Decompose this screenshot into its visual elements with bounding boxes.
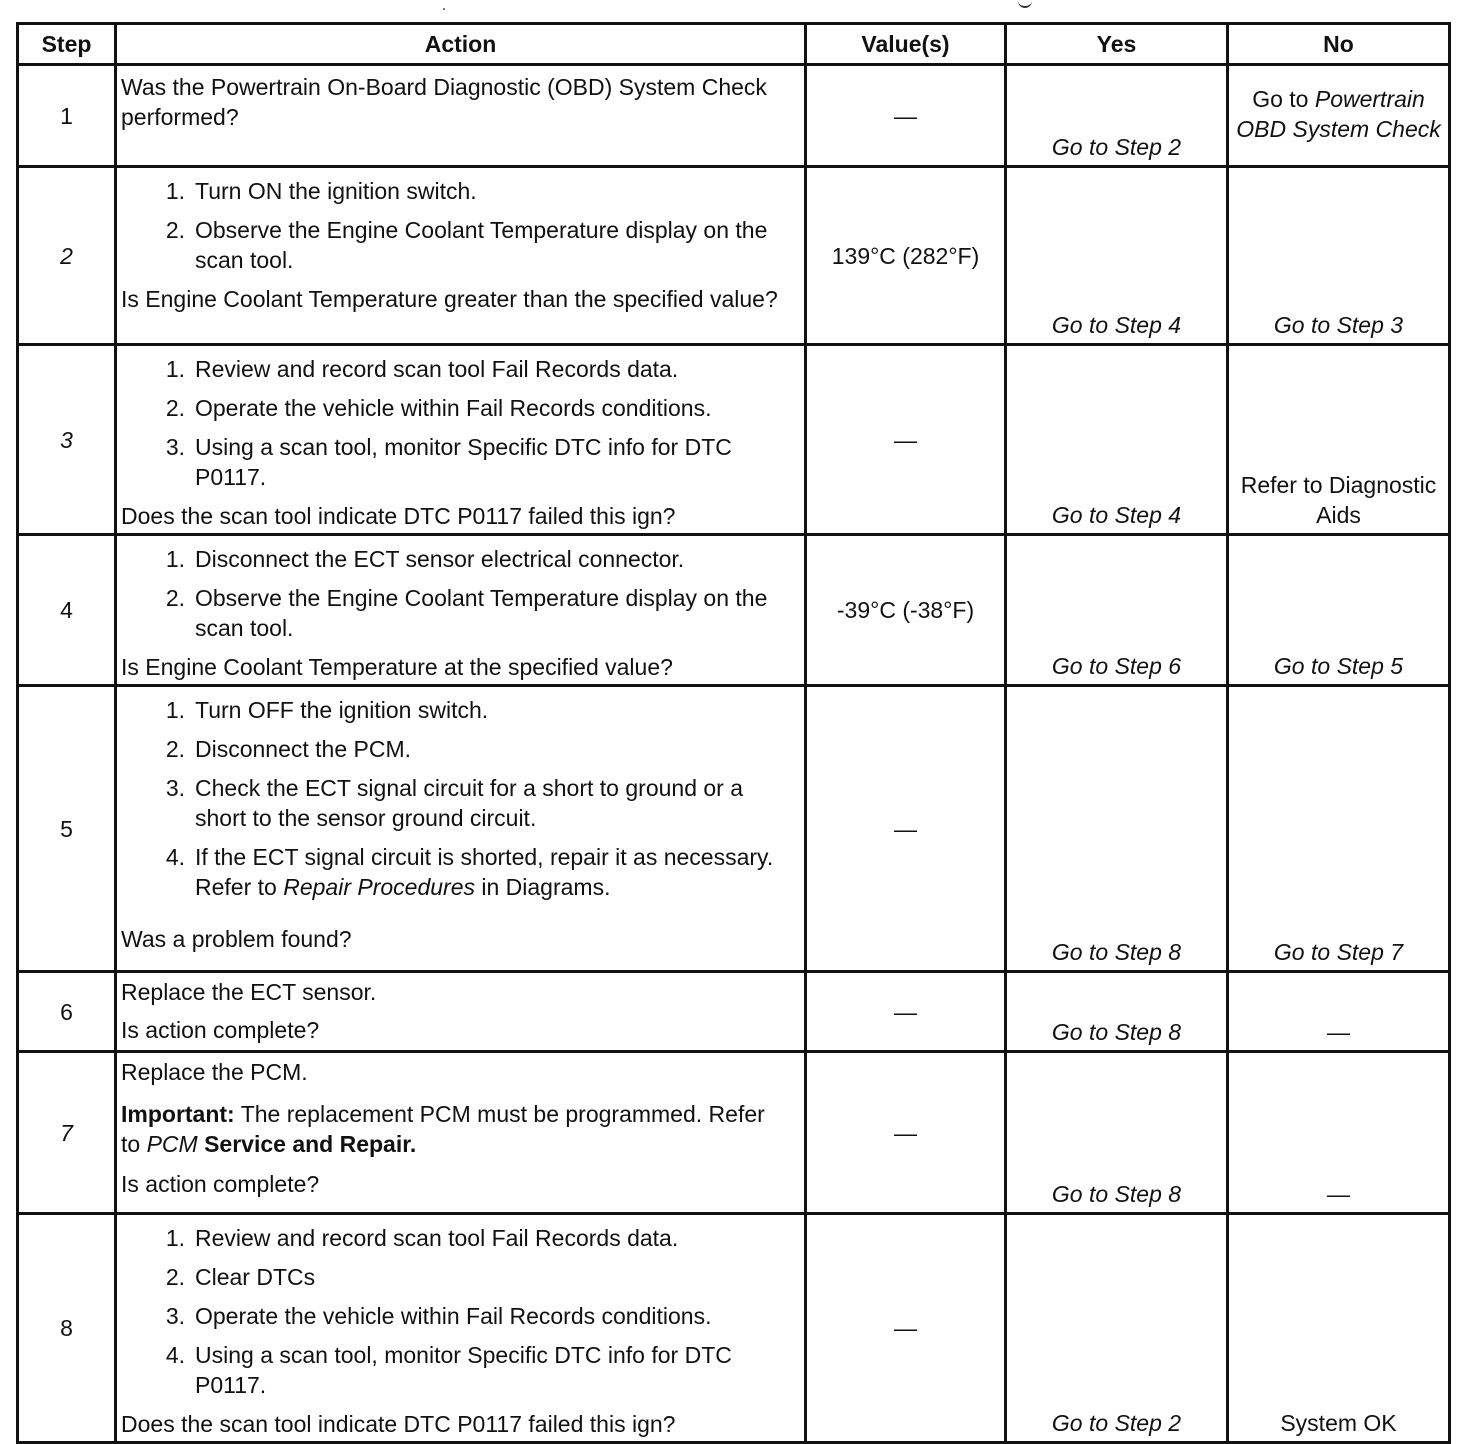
item-text: Disconnect the PCM. xyxy=(195,736,412,762)
item-number: 1. xyxy=(165,178,185,204)
item-text: Using a scan tool, monitor Specific DTC info for DTC P0117. xyxy=(195,1342,732,1398)
step-number: 8 xyxy=(18,1214,116,1443)
header-row xyxy=(18,24,1450,65)
item-text: Review and record scan tool Fail Records data. xyxy=(195,1225,679,1251)
no-cell: Go to Step 7 xyxy=(1228,686,1450,972)
list-item xyxy=(121,1301,790,1331)
list-item xyxy=(121,695,790,725)
header-no: No xyxy=(1228,24,1450,65)
action-list xyxy=(121,1223,790,1400)
important-label: Important: xyxy=(121,1101,235,1127)
list-item xyxy=(121,544,790,574)
item-text xyxy=(195,842,790,902)
action-question: Was the Powertrain On-Board Diagnostic (OBD) System Check performed? xyxy=(121,74,767,130)
item-text: Turn ON the ignition switch. xyxy=(195,178,477,204)
pcm-reference: PCM xyxy=(146,1131,198,1157)
list-item xyxy=(121,432,790,492)
diagnostic-table-page xyxy=(16,22,1448,1444)
list-item xyxy=(121,215,790,275)
action-question: Is Engine Coolant Temperature at the specified value? xyxy=(121,654,673,680)
no-link-text: Powertrain OBD System Check xyxy=(1236,86,1441,142)
action-instruction: Replace the PCM. xyxy=(121,1059,308,1085)
value-cell: — xyxy=(806,1052,1006,1214)
value-cell: 139°C (282°F) xyxy=(806,167,1006,345)
table-row xyxy=(18,535,1450,686)
action-list xyxy=(121,354,790,492)
action-cell xyxy=(116,972,806,1052)
step-number: 7 xyxy=(18,1052,116,1214)
table-row xyxy=(18,1052,1450,1214)
list-item xyxy=(121,393,790,423)
item-text-part: in Diagrams. xyxy=(474,874,611,900)
no-prefix: Go to xyxy=(1252,86,1315,112)
no-cell: — xyxy=(1228,972,1450,1052)
item-number: 4. xyxy=(165,844,185,870)
yes-cell: Go to Step 4 xyxy=(1006,345,1228,535)
item-number: 2. xyxy=(165,585,185,611)
header-action: Action xyxy=(116,24,806,65)
list-item xyxy=(121,354,790,384)
table-row xyxy=(18,345,1450,535)
list-item xyxy=(121,842,790,902)
important-note xyxy=(121,1099,790,1159)
list-item xyxy=(121,1262,790,1292)
item-text: Clear DTCs xyxy=(195,1264,316,1290)
value-cell: — xyxy=(806,65,1006,167)
service-and-repair-reference: Service and Repair. xyxy=(197,1131,417,1157)
item-number: 1. xyxy=(165,546,185,572)
yes-cell: Go to Step 6 xyxy=(1006,535,1228,686)
item-text: Review and record scan tool Fail Records data. xyxy=(195,356,679,382)
item-text: Turn OFF the ignition switch. xyxy=(195,697,489,723)
step-number: 2 xyxy=(18,167,116,345)
item-text: Observe the Engine Coolant Temperature display on the scan tool. xyxy=(195,217,768,273)
action-question: Was a problem found? xyxy=(121,926,352,952)
item-number: 2. xyxy=(165,736,185,762)
scan-artifact-mark xyxy=(1018,0,1032,8)
item-number: 3. xyxy=(165,434,185,460)
header-value: Value(s) xyxy=(806,24,1006,65)
important-text: The replacement PCM must be programmed. Refer to xyxy=(121,1101,765,1157)
item-text: Using a scan tool, monitor Specific DTC info for DTC P0117. xyxy=(195,434,732,490)
action-cell xyxy=(116,345,806,535)
item-text: Disconnect the ECT sensor electrical connector. xyxy=(195,546,685,572)
value-cell: — xyxy=(806,686,1006,972)
item-number: 1. xyxy=(165,356,185,382)
value-cell: — xyxy=(806,972,1006,1052)
action-question: Does the scan tool indicate DTC P0117 failed this ign? xyxy=(121,1411,676,1437)
header-step: Step xyxy=(18,24,116,65)
table-row xyxy=(18,972,1450,1052)
header-yes: Yes xyxy=(1006,24,1228,65)
item-text-part: If the ECT signal circuit is shorted, repair it as necessary. Refer to xyxy=(195,844,774,900)
action-question: Is Engine Coolant Temperature greater than the specified value? xyxy=(121,286,778,312)
action-cell xyxy=(116,65,806,167)
item-number: 2. xyxy=(165,217,185,243)
value-cell: — xyxy=(806,345,1006,535)
no-cell: Go to Step 3 xyxy=(1228,167,1450,345)
item-text: Operate the vehicle within Fail Records conditions. xyxy=(195,1303,712,1329)
scan-speck xyxy=(443,8,445,10)
item-number: 1. xyxy=(165,697,185,723)
yes-cell: Go to Step 4 xyxy=(1006,167,1228,345)
value-cell: — xyxy=(806,1214,1006,1443)
yes-cell: Go to Step 2 xyxy=(1006,65,1228,167)
step-number: 4 xyxy=(18,535,116,686)
repair-procedures-reference: Repair Procedures xyxy=(283,874,475,900)
action-cell xyxy=(116,1052,806,1214)
no-cell: System OK xyxy=(1228,1214,1450,1443)
list-item xyxy=(121,1223,790,1253)
yes-cell: Go to Step 8 xyxy=(1006,686,1228,972)
action-cell xyxy=(116,686,806,972)
item-number: 4. xyxy=(165,1342,185,1368)
item-number: 2. xyxy=(165,1264,185,1290)
table-row xyxy=(18,167,1450,345)
item-number: 3. xyxy=(165,1303,185,1329)
action-list xyxy=(121,695,790,902)
list-item xyxy=(121,1340,790,1400)
item-text: Observe the Engine Coolant Temperature display on the scan tool. xyxy=(195,585,768,641)
value-cell: -39°C (-38°F) xyxy=(806,535,1006,686)
step-number: 5 xyxy=(18,686,116,972)
diagnostic-steps-table xyxy=(16,22,1451,1444)
no-cell: Go to Step 5 xyxy=(1228,535,1450,686)
step-number: 3 xyxy=(18,345,116,535)
action-list xyxy=(121,176,790,275)
action-question: Does the scan tool indicate DTC P0117 failed this ign? xyxy=(121,503,676,529)
action-cell xyxy=(116,535,806,686)
list-item xyxy=(121,176,790,206)
step-number: 6 xyxy=(18,972,116,1052)
step-number: 1 xyxy=(18,65,116,167)
action-question: Is action complete? xyxy=(121,1171,320,1197)
no-cell: — xyxy=(1228,1052,1450,1214)
action-cell xyxy=(116,1214,806,1443)
list-item xyxy=(121,583,790,643)
item-text: Operate the vehicle within Fail Records conditions. xyxy=(195,395,712,421)
no-cell: Refer to Diagnostic Aids xyxy=(1228,345,1450,535)
item-number: 2. xyxy=(165,395,185,421)
action-list xyxy=(121,544,790,643)
list-item xyxy=(121,734,790,764)
table-row xyxy=(18,65,1450,167)
action-instruction: Replace the ECT sensor. xyxy=(121,979,377,1005)
no-cell xyxy=(1228,65,1450,167)
table-row xyxy=(18,1214,1450,1443)
item-text: Check the ECT signal circuit for a short to ground or a short to the sensor ground circuit. xyxy=(195,775,744,831)
table-row xyxy=(18,686,1450,972)
list-item xyxy=(121,773,790,833)
yes-cell: Go to Step 8 xyxy=(1006,972,1228,1052)
item-number: 3. xyxy=(165,775,185,801)
yes-cell: Go to Step 8 xyxy=(1006,1052,1228,1214)
action-question: Is action complete? xyxy=(121,1017,320,1043)
action-cell xyxy=(116,167,806,345)
item-number: 1. xyxy=(165,1225,185,1251)
yes-cell: Go to Step 2 xyxy=(1006,1214,1228,1443)
